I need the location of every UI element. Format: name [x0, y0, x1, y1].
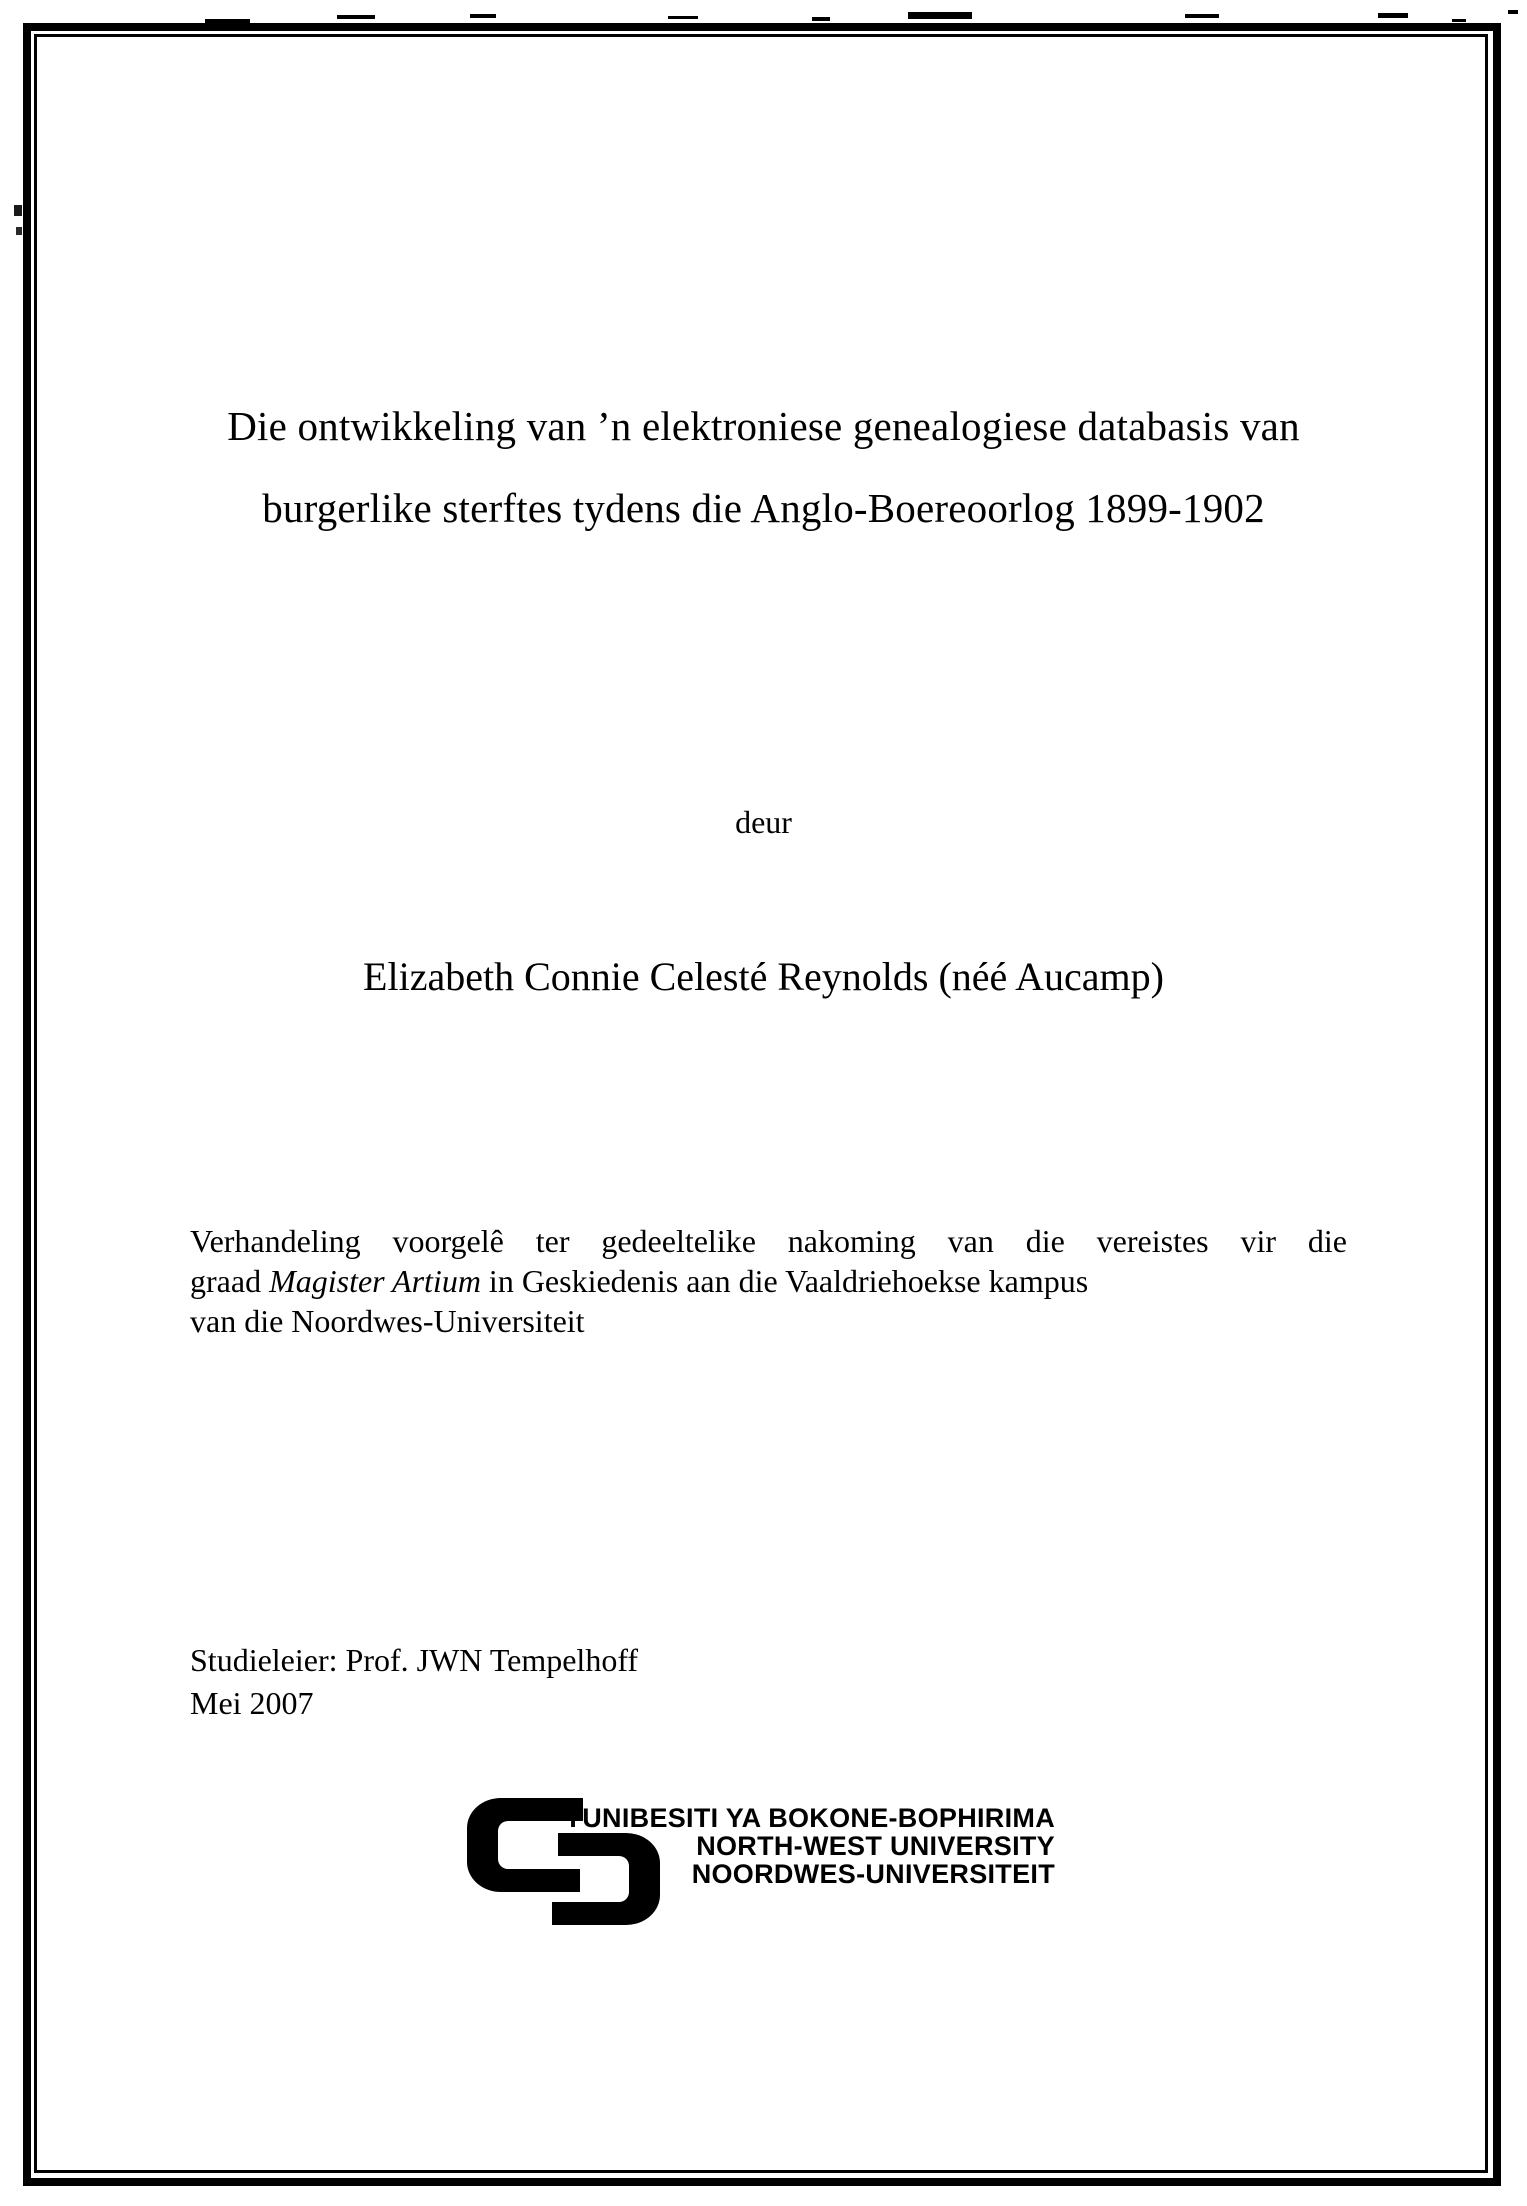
degree-statement-line-2-pre: graad [190, 1263, 270, 1299]
degree-statement-line-1: Verhandeling voorgelê ter gedeeltelike nakoming van die vereistes vir die [190, 1223, 1347, 1259]
supervisor-block [190, 1639, 638, 1725]
logo-line-english: NORTH-WEST UNIVERSITY [696, 1831, 1055, 1861]
scan-artifact [337, 15, 375, 19]
author-name: Elizabeth Connie Celesté Reynolds (néé Aucamp) [363, 954, 1164, 999]
degree-statement-line-2 [190, 1261, 1347, 1301]
logo-line-setswana: YUNIBESITI YA BOKONE-BOPHIRIMA [563, 1803, 1055, 1833]
thesis-title-line-1: Die ontwikkeling van ’n elektroniese genealogiese databasis van [227, 403, 1300, 449]
scan-artifact [908, 12, 972, 19]
degree-statement-line-2-post: in Geskiedenis aan die Vaaldriehoekse kampus [480, 1263, 1089, 1299]
degree-statement-line-3: van die Noordwes-Universiteit [190, 1303, 585, 1339]
degree-name-italic: Magister Artium [269, 1263, 481, 1299]
scan-artifact [14, 205, 22, 216]
scan-artifact [16, 227, 22, 235]
scan-artifact [1185, 14, 1219, 18]
thesis-title-line-2: burgerlike sterftes tydens die Anglo-Boereoorlog 1899-1902 [262, 485, 1265, 531]
scan-artifact [668, 16, 698, 19]
scan-artifact [812, 17, 830, 21]
logo-line-afrikaans: NOORDWES-UNIVERSITEIT [691, 1859, 1055, 1889]
date-line: Mei 2007 [190, 1685, 314, 1721]
scan-artifact [1452, 19, 1466, 22]
byline-deur: deur [735, 804, 792, 840]
university-logo-text [564, 1804, 1055, 1888]
scan-artifact [1378, 13, 1408, 18]
scan-artifact [470, 14, 496, 18]
scan-artifact [205, 19, 250, 23]
scan-artifact [1508, 10, 1518, 14]
degree-statement [190, 1221, 1347, 1341]
supervisor-line: Studieleier: Prof. JWN Tempelhoff [190, 1642, 639, 1678]
